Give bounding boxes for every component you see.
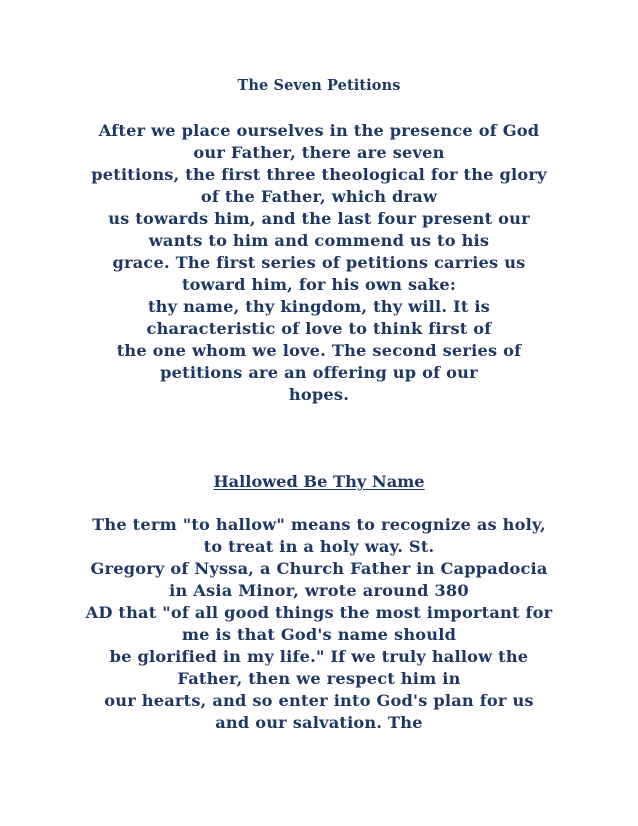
paragraph-line: of the Father, which draw <box>200 187 438 206</box>
paragraph-line: characteristic of love to think first of <box>146 319 492 338</box>
paragraph-line: our hearts, and so enter into God's plan for us <box>104 691 534 710</box>
paragraph-line: The term "to hallow" means to recognize as holy, <box>92 515 546 534</box>
paragraph-line: in Asia Minor, wrote around 380 <box>169 581 469 600</box>
paragraph-line: petitions are an offering up of our <box>160 363 478 382</box>
paragraph-line: petitions, the first three theological for the glory <box>91 165 547 184</box>
paragraph-line: After we place ourselves in the presence of God <box>98 121 540 140</box>
paragraph-line: AD that "of all good things the most important for <box>85 603 553 622</box>
paragraph-line: wants to him and commend us to his <box>148 231 490 250</box>
paragraph-line: toward him, for his own sake: <box>181 275 457 294</box>
paragraph-line: me is that God's name should <box>181 625 457 644</box>
paragraph-line: our Father, there are seven <box>193 143 445 162</box>
paragraph-line: be glorified in my life." If we truly hallow the <box>109 647 529 666</box>
paragraph-line: Gregory of Nyssa, a Church Father in Cappadocia <box>90 559 548 578</box>
document-title: The Seven Petitions <box>237 77 401 94</box>
paragraph-line: thy name, thy kingdom, thy will. It is <box>148 297 490 316</box>
section-heading-hallowed: Hallowed Be Thy Name <box>213 472 425 491</box>
paragraph-line: grace. The first series of petitions carries us <box>112 253 526 272</box>
paragraph-line: hopes. <box>288 385 350 404</box>
paragraph-line: and our salvation. The <box>215 713 423 732</box>
paragraph-line: us towards him, and the last four present our <box>108 209 530 228</box>
paragraph-line: to treat in a holy way. St. <box>203 537 435 556</box>
paragraph-line: Father, then we respect him in <box>177 669 461 688</box>
paragraph-line: the one whom we love. The second series of <box>116 341 522 360</box>
